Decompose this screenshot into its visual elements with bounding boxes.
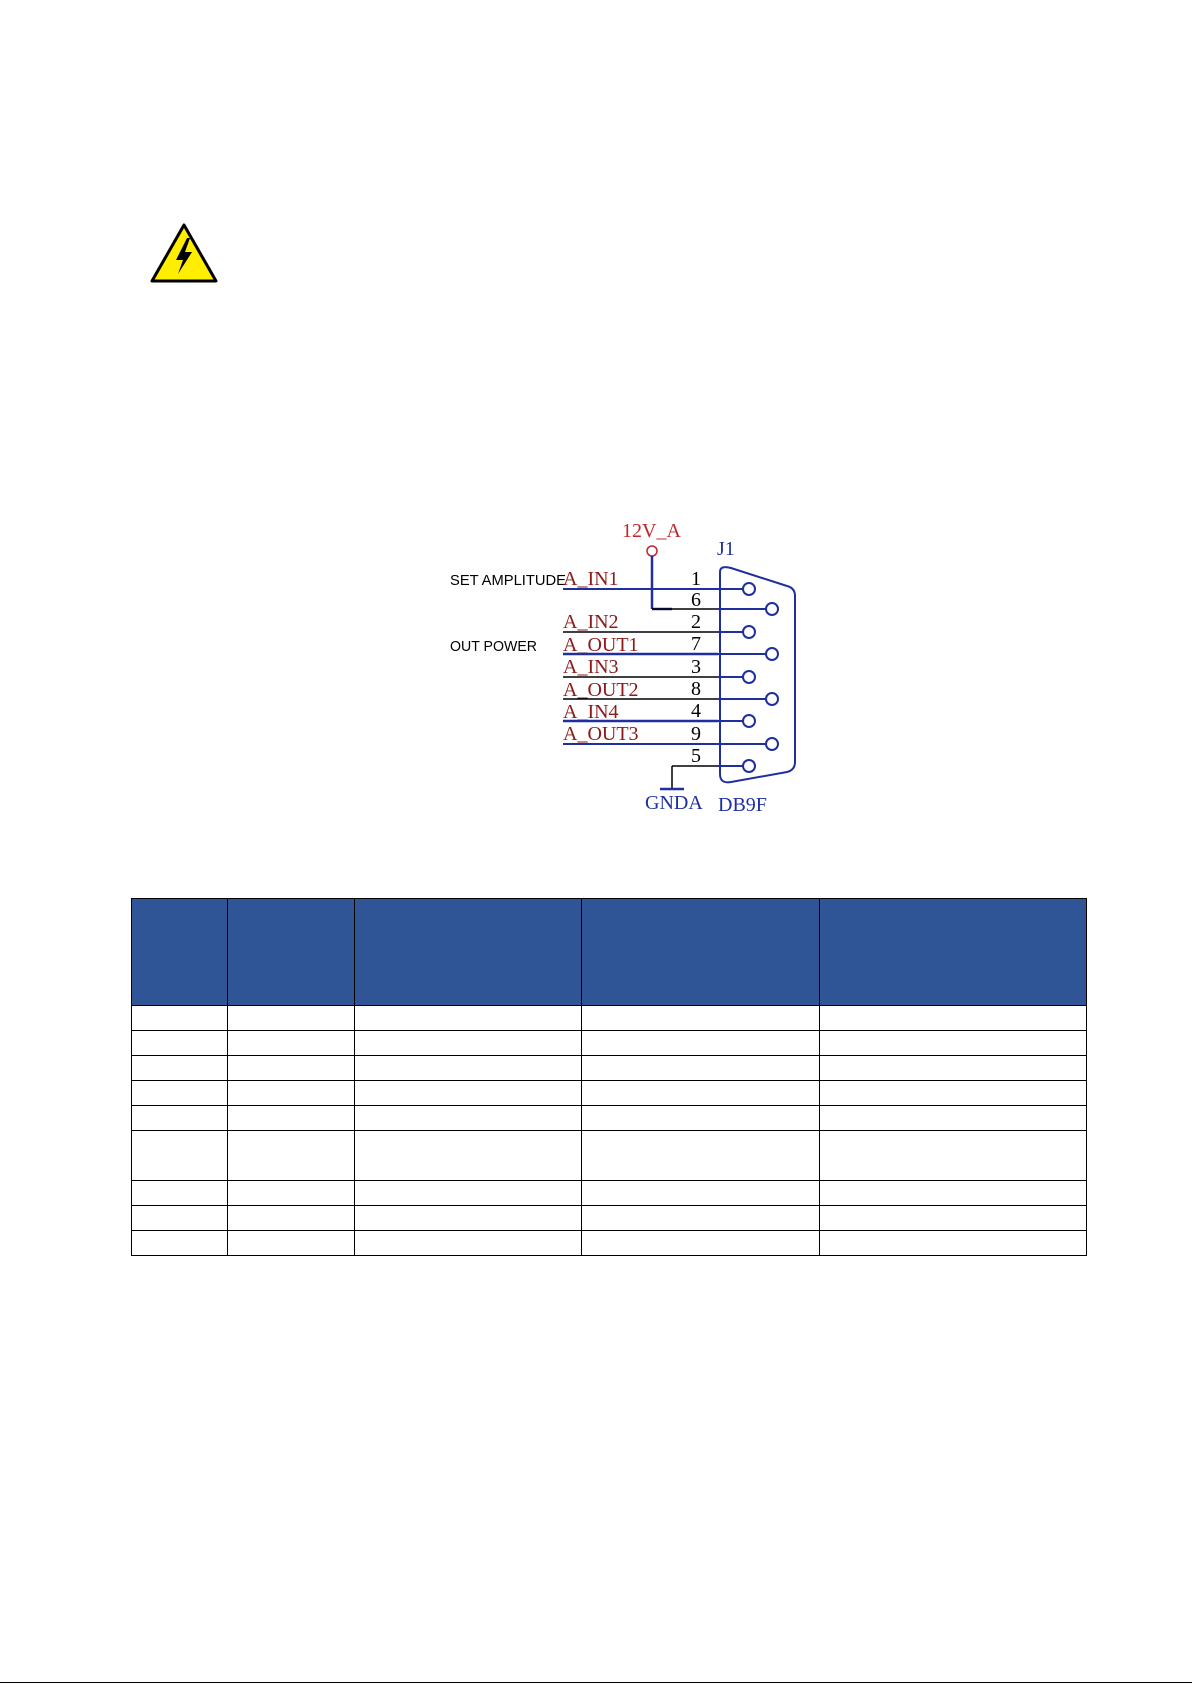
- signal-a-out1: A_OUT1: [563, 634, 639, 656]
- pin-6: 6: [691, 589, 701, 611]
- signal-a-in1: A_IN1: [563, 568, 619, 590]
- table-header-cell: [820, 899, 1087, 1006]
- table-row: [132, 1231, 1087, 1256]
- signal-a-out2: A_OUT2: [563, 679, 639, 701]
- table-row: [132, 1206, 1087, 1231]
- signal-a-in2: A_IN2: [563, 611, 619, 633]
- pin-4: 4: [691, 700, 701, 722]
- pin-5: 5: [691, 745, 701, 767]
- signal-a-in4: A_IN4: [563, 701, 619, 723]
- pin-1: 1: [691, 568, 701, 590]
- table-row: [132, 1056, 1087, 1081]
- table-row: [132, 1131, 1087, 1181]
- signal-a-out3: A_OUT3: [563, 723, 639, 745]
- signal-a-in3: A_IN3: [563, 656, 619, 678]
- table-header-cell: [582, 899, 820, 1006]
- table-header-cell: [132, 899, 228, 1006]
- db9-connector-schematic: [430, 510, 810, 820]
- table-header-cell: [355, 899, 582, 1006]
- connector-ref-label: J1: [717, 538, 735, 560]
- high-voltage-warning-icon: [149, 222, 219, 284]
- pin-3: 3: [691, 656, 701, 678]
- table-row: [132, 1006, 1087, 1031]
- table-header-cell: [228, 899, 355, 1006]
- power-port-symbol: [647, 546, 657, 556]
- pin-2: 2: [691, 611, 701, 633]
- table-row: [132, 1081, 1087, 1106]
- set-amplitude-label: SET AMPLITUDE: [450, 572, 566, 589]
- pin-8: 8: [691, 678, 701, 700]
- pin-9: 9: [691, 723, 701, 745]
- ground-net-label: GNDA: [645, 792, 703, 814]
- table-row: [132, 1181, 1087, 1206]
- db9-connector-body: [720, 567, 795, 782]
- power-net-label: 12V_A: [622, 520, 681, 542]
- pin-7: 7: [691, 633, 701, 655]
- pinout-table: [131, 898, 1087, 1256]
- connector-type-label: DB9F: [718, 794, 767, 816]
- out-power-label: OUT POWER: [450, 638, 538, 655]
- table-row: [132, 1031, 1087, 1056]
- table-header-row: [132, 899, 1087, 1006]
- page-bottom-rule: [0, 1682, 1192, 1683]
- table-row: [132, 1106, 1087, 1131]
